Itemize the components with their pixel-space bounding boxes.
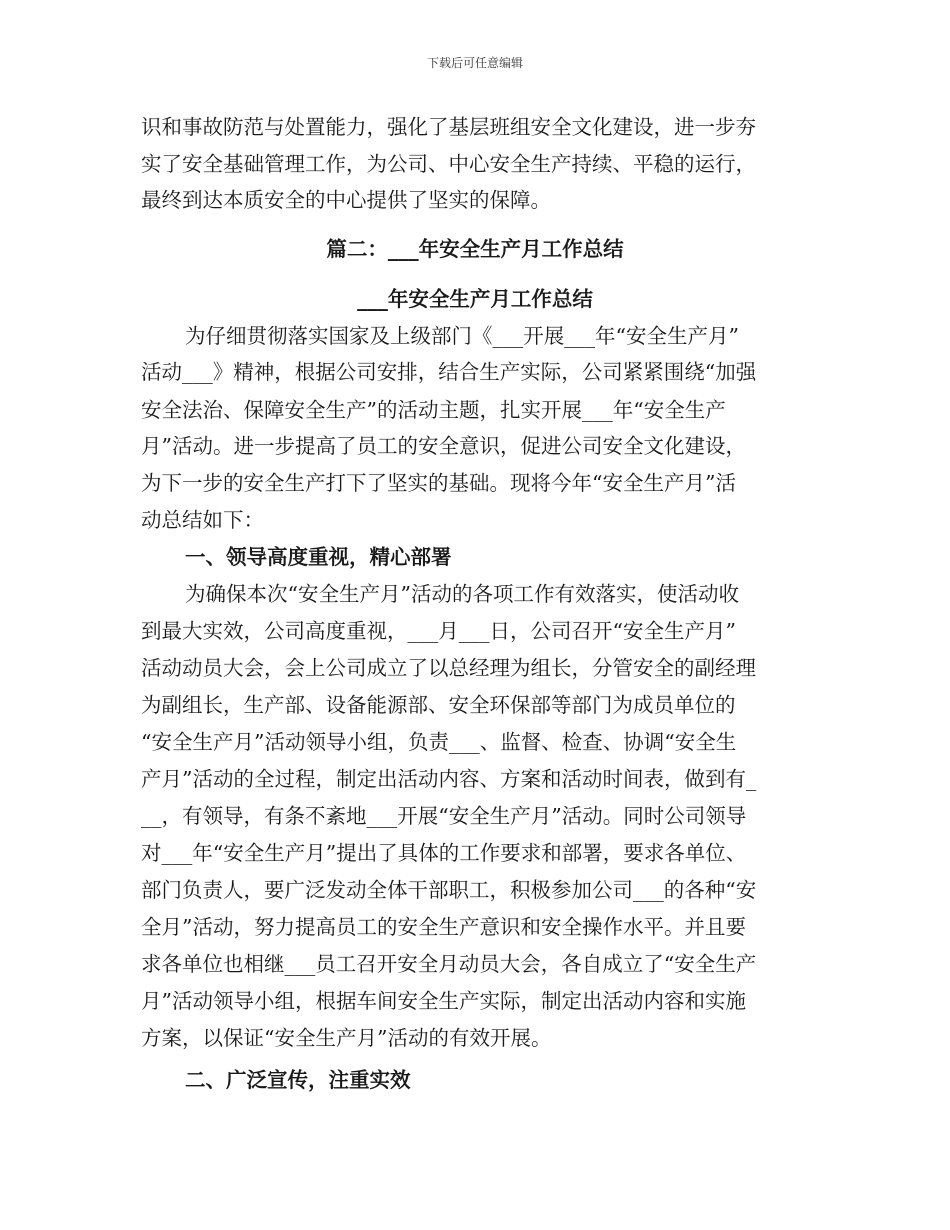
para2-line-2: 到最大实效，公司高度重视，___月___日，公司召开“安全生产月” (141, 619, 736, 643)
section-2-heading: 二、广泛宣传，注重实效 (185, 1068, 411, 1092)
para2-line-6: 产月”活动的全过程，制定出活动内容、方案和活动时间表，做到有_ (141, 767, 757, 791)
intro-line-1: 识和事故防范与处置能力，强化了基层班组安全文化建设，进一步夯 (141, 115, 756, 139)
para2-line-5: “安全生产月”活动领导小组，负责___、监督、检查、协调“安全生 (141, 730, 737, 754)
intro-line-2: 实了安全基础管理工作，为公司、中心安全生产持续、平稳的运行， (141, 152, 756, 176)
para2-line-1: 为确保本次“安全生产月”活动的各项工作有效落实，使活动收 (185, 582, 739, 606)
page-header-note: 下载后可任意编辑 (426, 56, 523, 70)
document-title: ___年安全生产月工作总结 (357, 287, 593, 311)
para2-line-11: 求各单位也相继___员工召开安全月动员大会，各自成立了“安全生产 (141, 952, 757, 976)
para1-line-5: 为下一步的安全生产打下了坚实的基础。现将今年“安全生产月”活 (141, 471, 736, 495)
para2-line-8: 对___年“安全生产月”提出了具体的工作要求和部署，要求各单位、 (141, 841, 747, 865)
intro-line-3: 最终到达本质安全的中心提供了坚实的保障。 (141, 188, 551, 212)
para2-line-7: __，有领导，有条不紊地___开展“安全生产月”活动。同时公司领导 (141, 804, 747, 828)
para1-line-4: 月”活动。进一步提高了员工的安全意识，促进公司安全文化建设， (141, 434, 746, 458)
para2-line-4: 为副组长，生产部、设备能源部、安全环保部等部门为成员单位的 (141, 693, 736, 717)
para1-line-6: 动总结如下： (141, 508, 264, 532)
para2-line-9: 部门负责人，要广泛发动全体干部职工，积极参加公司___的各种“安 (141, 878, 757, 902)
para1-line-1: 为仔细贯彻落实国家及上级部门《___开展___年“安全生产月” (185, 324, 739, 348)
para2-line-10: 全月”活动，努力提高员工的安全生产意识和安全操作水平。并且要 (141, 915, 746, 939)
chapter-title: 篇二：___年安全生产月工作总结 (326, 237, 624, 261)
para2-line-3: 活动动员大会，会上公司成立了以总经理为组长，分管安全的副经理 (141, 656, 756, 680)
section-1-heading: 一、领导高度重视，精心部署 (185, 545, 452, 569)
para1-line-2: 活动___》精神，根据公司安排，结合生产实际，公司紧紧围绕“加强 (141, 360, 757, 384)
para1-line-3: 安全法治、保障安全生产”的活动主题，扎实开展___年“安全生产 (141, 398, 726, 422)
para2-line-12: 月”活动领导小组，根据车间安全生产实际，制定出活动内容和实施 (141, 989, 746, 1013)
para2-line-13: 方案，以保证“安全生产月”活动的有效开展。 (141, 1026, 552, 1050)
